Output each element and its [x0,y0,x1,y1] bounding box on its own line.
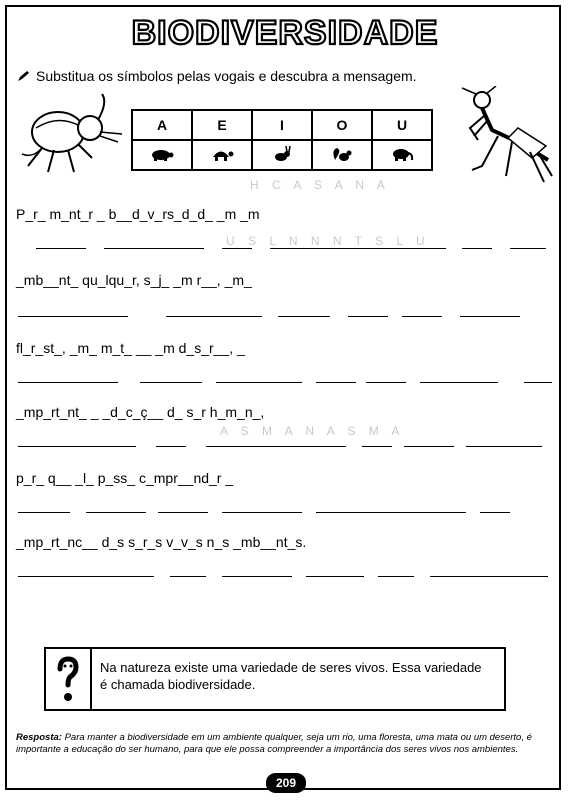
answer-blanks-row[interactable] [16,382,556,384]
puzzle-line-4: _mp_rt_nt_ _ _d_c_ç__ d_ s_r h_m_n_, [16,404,265,420]
faint-background-text: U S L N N N T S L U [226,234,430,248]
key-vowel-a: A [132,110,192,140]
rabbit-icon [269,146,295,162]
key-vowel-e: E [192,110,252,140]
info-box [44,647,506,711]
elephant-icon [389,146,415,162]
key-vowel-o: O [312,110,372,140]
answer-blanks-row[interactable] [16,512,556,514]
question-mark-icon [54,655,82,705]
key-vowel-i: I [252,110,312,140]
info-divider [90,649,92,709]
answer-blanks-row[interactable] [16,446,556,448]
title-text: BIODIVERSIDADE [131,14,439,52]
tortoise-icon [209,146,235,162]
vowel-key-table [131,109,433,171]
page-title [0,10,570,54]
puzzle-line-3: fl_r_st_, _m_ m_t_ __ _m d_s_r__, _ [16,340,245,356]
squirrel-icon [329,146,355,162]
answer-text: Para manter a biodiversidade em um ambiente qualquer, seja um rio, uma floresta, uma mata ou um deserto, é importante a educação do ser humano, para que ele possa compreender a importância dos seres vivos nos ambientes. [16,732,532,755]
answer-label: Resposta: [16,732,62,743]
faint-background-text: A S M A N A S M A [220,424,405,438]
beetle-illustration [18,92,128,182]
answer-blanks-row[interactable] [16,248,556,250]
page-number: 209 [266,773,306,793]
answer-blanks-row[interactable] [16,316,556,318]
puzzle-line-1: P_r_ m_nt_r _ b__d_v_rs_d_d_ _m _m [16,206,260,222]
puzzle-line-5: p_r_ q__ _l_ p_ss_ c_mpr__nd_r _ [16,470,234,486]
answer-section [16,732,552,756]
info-line-1: Na natureza existe uma variedade de seres vivos. Essa variedade [100,660,482,675]
info-text [100,659,482,693]
key-vowel-u: U [372,110,432,140]
instruction-text: Substitua os símbolos pelas vogais e descubra a mensagem. [36,68,417,84]
answer-blanks-row[interactable] [16,576,556,578]
puzzle-line-6: _mp_rt_nc__ d_s s_r_s v_v_s n_s _mb__nt_s. [16,534,307,550]
puzzle-line-2: _mb__nt_ qu_lqu_r, s_j_ _m r__, _m_ [16,272,252,288]
instruction [16,68,417,84]
turtle-icon [149,146,175,162]
faint-background-text: H C A S A N A [250,178,390,192]
mantis-illustration [452,86,560,190]
info-line-2: é chamada biodiversidade. [100,677,256,692]
pencil-icon [16,69,30,83]
